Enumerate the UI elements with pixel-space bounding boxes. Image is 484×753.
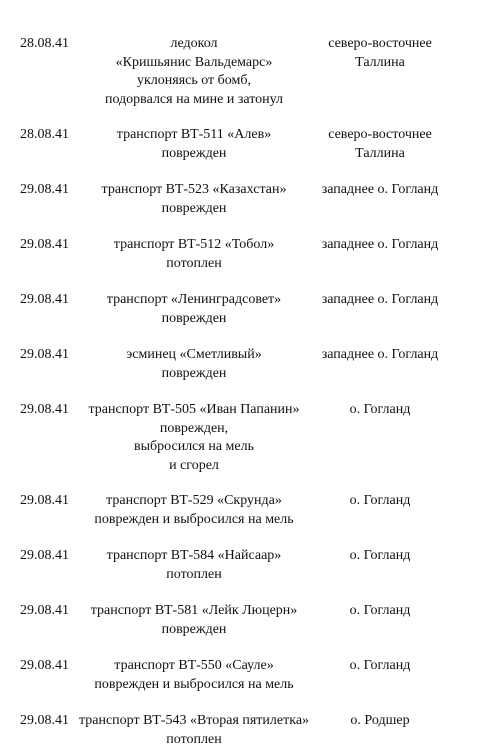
entry-date: 29.08.41 [20,493,69,508]
entry-date: 28.08.41 [20,127,69,142]
place-line: о. Гогланд [349,658,411,673]
place-line: о. Гогланд [349,548,411,563]
entry-event [74,657,314,694]
place-line: западнее о. Гогланд [321,292,439,307]
entry-event [74,547,314,584]
entry-date: 29.08.41 [20,713,69,728]
entry-place [310,236,450,255]
entry-event [74,126,314,163]
entry-date: 29.08.41 [20,347,69,362]
entry-date: 29.08.41 [20,548,69,563]
entry-place [310,712,450,731]
entry-date: 28.08.41 [20,36,69,51]
entry-date: 29.08.41 [20,603,69,618]
event-line: транспорт ВТ-523 «Казахстан» [101,182,287,197]
place-line: северо-восточнее [328,36,432,51]
event-line: подорвался на мине и затонул [104,91,284,107]
place-line: о. Гогланд [349,493,411,508]
entry-place [310,657,450,676]
event-line: и сгорел [169,457,219,473]
event-line: поврежден [161,310,227,326]
event-line: поврежден, [159,420,229,436]
place-line: северо-восточнее [328,127,432,142]
entry-event [74,236,314,273]
entry-event [74,291,314,328]
event-line: поврежден [161,145,227,161]
event-line: транспорт ВТ-512 «Тобол» [113,237,275,252]
event-line: транспорт ВТ-581 «Лейк Люцерн» [90,603,298,618]
entry-place [310,35,450,72]
event-line: эсминец «Сметливый» [126,347,262,362]
event-line: уклоняясь от бомб, [136,73,252,88]
entry-date: 29.08.41 [20,237,69,252]
event-line: транспорт ВТ-529 «Скрунда» [106,493,282,508]
entry-place [310,346,450,365]
event-line: поврежден [161,200,227,216]
entry-place [310,291,450,310]
place-line: о. Гогланд [349,603,411,618]
entry-date: 29.08.41 [20,658,69,673]
event-line: выбросился на мель [134,439,254,454]
event-line: поврежден и выбросился на мель [94,676,294,692]
entry-date: 29.08.41 [20,182,69,197]
event-line: транспорт «Ленинградсовет» [106,292,282,307]
entry-event [74,602,314,639]
entry-event [74,35,314,109]
entry-place [310,126,450,163]
event-line: транспорт ВТ-511 «Алев» [116,127,272,142]
event-line: ледокол [170,36,218,51]
event-line: транспорт ВТ-543 «Вторая пятилетка» [78,713,310,728]
event-line: «Кришьянис Вальдемарс» [115,54,273,70]
place-line: западнее о. Гогланд [321,347,439,362]
entry-place [310,181,450,200]
event-line: поврежден и выбросился на мель [94,511,294,527]
event-line: поврежден [161,621,227,637]
entry-event [74,712,314,749]
event-line: потоплен [166,731,222,747]
event-line: поврежден [161,365,227,381]
event-line: транспорт ВТ-505 «Иван Папанин» [88,402,300,417]
event-line: транспорт ВТ-584 «Найсаар» [106,548,282,563]
place-line: западнее о. Гогланд [321,182,439,197]
place-line: западнее о. Гогланд [321,237,439,252]
place-line: Таллина [355,54,405,70]
event-line: потоплен [166,255,222,271]
entry-event [74,401,314,475]
event-line: потоплен [166,566,222,582]
entry-place [310,492,450,511]
entry-place [310,547,450,566]
entry-event [74,181,314,218]
entry-date: 29.08.41 [20,292,69,307]
place-line: Таллина [355,145,405,161]
entry-place [310,401,450,420]
place-line: о. Родшер [350,713,410,728]
event-line: транспорт ВТ-550 «Сауле» [114,658,274,673]
entry-event [74,492,314,529]
entry-date: 29.08.41 [20,402,69,417]
entry-place [310,602,450,621]
entry-event [74,346,314,383]
place-line: о. Гогланд [349,402,411,417]
